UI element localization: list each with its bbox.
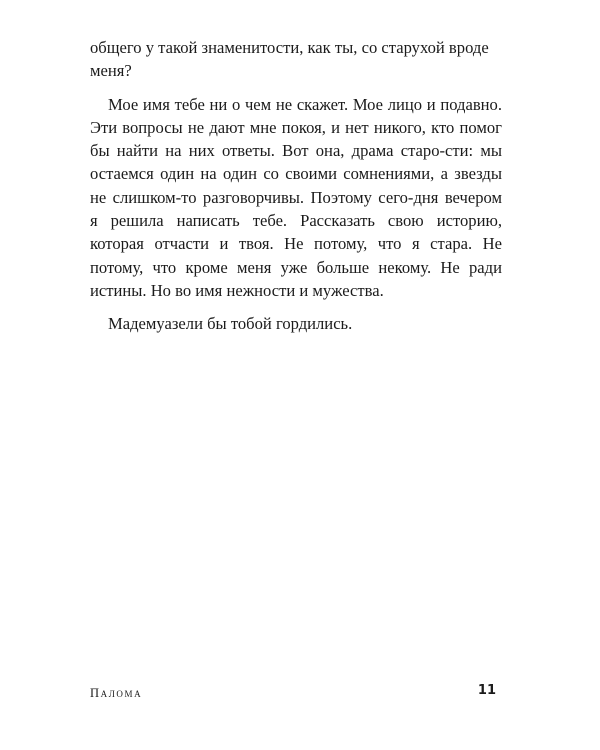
running-title: Палома	[90, 686, 143, 700]
paragraph-continuation: общего у такой знаменитости, как ты, со старухой вроде меня?	[90, 38, 489, 81]
paragraph: Мадемуазели бы тобой гордились.	[108, 314, 353, 334]
paragraph: Мое имя тебе ни о чем не скажет. Мое лицо и подавно. Эти вопросы не дают мне покоя, и нет никого, кто помог бы найти на них ответы. Вот она, драма старо-сти: мы остаемся один на один со своими сомнениями, а звезды не слишком-то разговорчивы. Поэтому сего-дня вечером я решила написать тебе. Рассказать свою историю, которая отчасти и твоя. Не потому, что я стара. Не потому, что кроме меня уже больше некому. Не ради истины. Но во имя нежности и мужества.	[90, 94, 502, 300]
page-number: 11	[477, 683, 496, 698]
body-text	[90, 36, 502, 336]
